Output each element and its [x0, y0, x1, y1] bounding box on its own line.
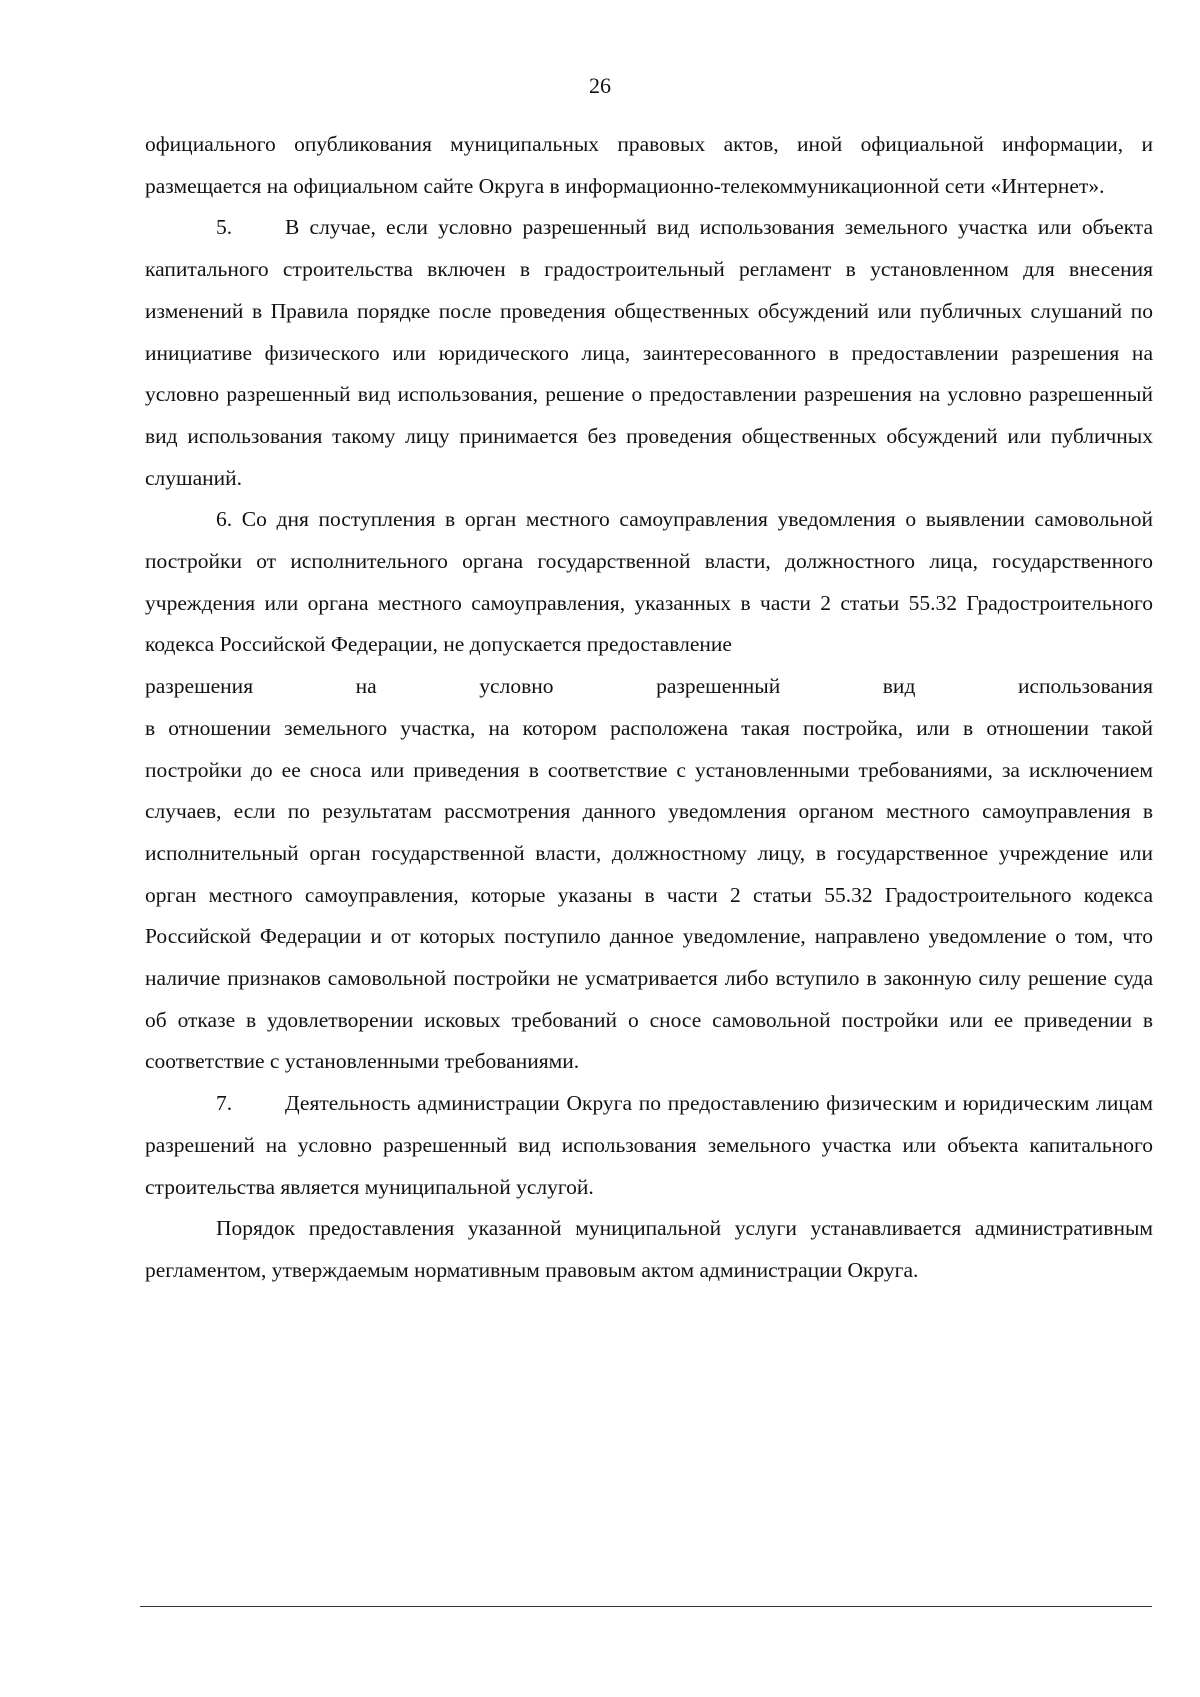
spread-word: разрешения	[145, 674, 254, 699]
paragraph-5-number: 5.	[216, 215, 233, 240]
paragraph-5-text: В случае, если условно разрешенный вид использования земельного участка или объекта капитального строительства включен в градостроительный регламент в установленном для внесения изменений в Правила порядке после проведения общественных обсуждений или публичных слушаний по инициативе физического или юридического лица, заинтересованного в предоставлении разрешения на условно разрешенный вид использования, решение о предоставлении разрешения на условно разрешенный вид использования такому лицу принимается без проведения общественных обсуждений или публичных слушаний.	[145, 215, 1153, 490]
paragraph-6-part-b: в отношении земельного участка, на котором расположена такая постройка, или в отношении такой постройки до ее сноса или приведения в соответствие с установленными требованиями, за исключением случаев, если по результатам рассмотрения данного уведомления органом местного самоуправления в исполнительный орган государственной власти, должностному лицу, в государственное учреждение или орган местного самоуправления, которые указаны в части 2 статьи 55.32 Градостроительного кодекса Российской Федерации и от которых поступило данное уведомление, направлено уведомление о том, что наличие признаков самовольной постройки не усматривается либо вступило в законную силу решение суда об отказе в удовлетворении исковых требований о сносе самовольной постройки или ее приведении в соответствие с установленными требованиями.	[145, 715, 1153, 1074]
spread-word: условно	[479, 674, 554, 699]
spread-word: разрешенный	[656, 674, 781, 699]
paragraph-continuation: официального опубликования муниципальных правовых актов, иной официальной информации, и размещается на официальном сайте Округа в информационно-телекоммуникационной сети «Интернет».	[145, 132, 1153, 198]
document-body	[145, 124, 1153, 1292]
paragraph-8: Порядок предоставления указанной муниципальной услуги устанавливается административным регламентом, утверждаемым нормативным правовым актом администрации Округа.	[145, 1216, 1153, 1282]
paragraph-5	[145, 207, 1153, 499]
footer-divider	[140, 1606, 1152, 1607]
paragraph-7-text: Деятельность администрации Округа по предоставлению физическим и юридическим лицам разрешений на условно разрешенный вид использования земельного участка или объекта капитального строительства является муниципальной услугой.	[145, 1091, 1153, 1199]
paragraph-6-part-a: 6. Со дня поступления в орган местного самоуправления уведомления о выявлении самовольной постройки от исполнительного органа государственной власти, должностного лица, государственного учреждения или органа местного самоуправления, указанных в части 2 статьи 55.32 Градостроительного кодекса Российской Федерации, не допускается предоставление	[145, 507, 1153, 657]
spread-word: на	[355, 674, 377, 699]
page-number: 26	[589, 73, 611, 98]
spread-word: использования	[1017, 674, 1153, 699]
spread-word: вид	[882, 674, 916, 699]
paragraph-6	[145, 499, 1153, 1083]
paragraph-6-spread-line	[145, 666, 1153, 708]
paragraph-7-number: 7.	[216, 1091, 233, 1116]
paragraph-7	[145, 1083, 1153, 1208]
